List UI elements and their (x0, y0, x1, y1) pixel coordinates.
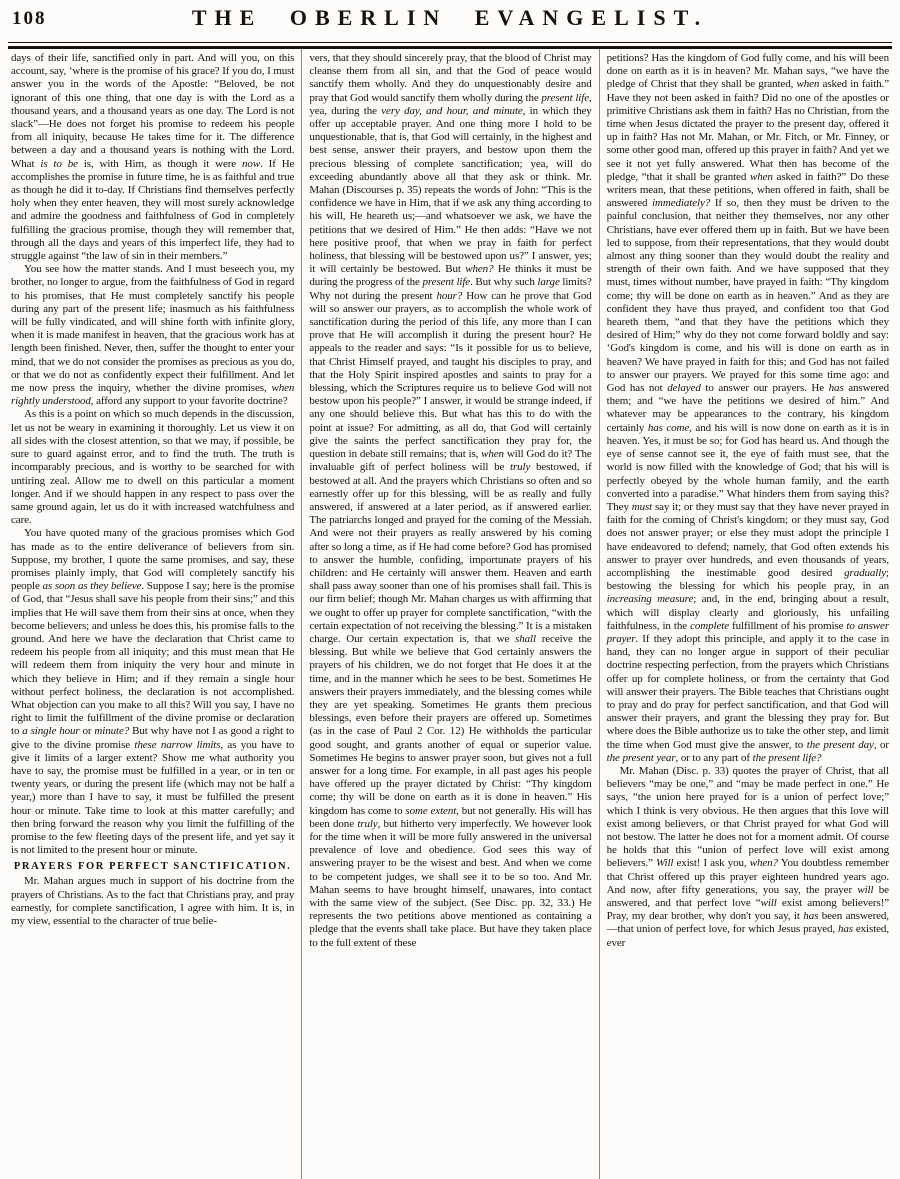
header-rule (8, 42, 892, 49)
article-columns (4, 49, 896, 1179)
paragraph: days of their life, sanctified only in part. And will you, on this account, say, ‘where is the promise of his grace? If you do, I must answer you in the words of the Apostle: “Beloved, be not ignorant of this one thing, that one day is with the Lord as a thousand years, and a thousand years as one day. The Lord is not slack”—He does not forget his promise to redeem his people from all iniquity, because He takes time for it. The difference between a day and a thousand years is nothing with the Lord. What is to be is, with Him, as though it were now. If He accomplishes the promise in future time, he is as faithful and true as though he did it to-day. If Christians find themselves perfectly holy when they enter heaven, they will most surely acknowledge and admire the goodness and faithfulness of God in completely fulfilling the gracious promise, though they will remember that, through all the days and years of this imperfect life, they had to struggle against “the law of sin in their members.” (11, 52, 295, 263)
page-number: 108 (12, 8, 47, 29)
paragraph: As this is a point on which so much depends in the discussion, let us not be weary in examining it thoroughly. Let us view it on all sides with the closest attention, so that we may, if possible, be sure to guard against error, and to find the truth. The truth is incomparably precious, and is worthy to be searched for with untiring zeal. Allow me to dwell on this particular a moment longer. And if we should happen in any respect to pass over the same ground again, let us do it with increased watchfulness and care. (11, 408, 295, 527)
paragraph: You have quoted many of the gracious promises which God has made as to the entire deliverance of believers from sin. Suppose, my brother, I quote the same promises, and say, these promises plainly imply, that God will completely sanctify his people as soon as they believe. Suppose I say; here is the promise of God, that “Jesus shall save his people from their sins;” and this implies that He will save them from their sins at once, when they become believers; and unless he does this, his promise falls to the ground. And here we have the declaration that Christ came to redeem his people from all iniquity; and this must mean that He will redeem them from iniquity the very hour and minute in which they believe in Him; and if they remain a single hour without perfect holiness, the declaration is not accomplished. What objection can you make to all this? Will you say, I have no right to limit the fulfillment of the divine promise or declaration to a single hour or minute? But why have not I as good a right to give to the divine promise these narrow limits, as you have to give it limits of a larger extent? Show me what authority you have to say, the promise must be fulfilled in a year, or in ten or twenty years, or during the present life (which may not be half a year,) more than I have to say, it must be fulfilled the present hour or minute. Take time to look at this matter carefully; and then bring forward the reason why you limit the fulfilling of the promise to the few fleeting days of the present life, and yet say it is not limited to the present hour or minute. (11, 527, 295, 857)
masthead-title: THE OBERLIN EVANGELIST. (191, 5, 709, 30)
column-1 (4, 49, 301, 1179)
paragraph: vers, that they should sincerely pray, that the blood of Christ may cleanse them from all sin, and that the God of peace would sanctify them wholly. And they do unquestionably desire and pray that God would sanctify them wholly during the present life, yea, during the very day, and hour, and minute, in which they offer up acceptable prayer. And one thing more I hold to be unquestionable, that is, that God will certainly, in the highest and best sense, answer their prayers, and bestow upon them the precious blessing of complete sanctification; yea, will do exceeding abundantly above all that they ask or think. Mr. Mahan (Discourses p. 35) repeats the words of John: “This is the confidence we have in Him, that if we ask any thing according to his will, He heareth us;—and whatsoever we ask, we have the petitions that we desired of Him.” He then adds: “Have we not here positive proof, that when we pray in faith for perfect holiness, that blessing will be bestowed upon us?” I answer, yes; it will certainly be bestowed. But when? He thinks it must be during the progress of the present life. But why such large limits? Why not during the present hour? How can he prove that God will so answer our prayers, as to accomplish the whole work of sanctification during the period of this life, any more than I can prove that He will accomplish it during the present hour? He appeals to the reader and says: “Is it possible for us to believe, that Christ Himself prayed, and taught his disciples to pray, and that the Holy Spirit inspired apostles and saints to pray for a blessing, which the Scriptures require us to believe God will not bestow upon his people?” I answer, it would be strange indeed, if any one should believe this. But what has this to do with the point at issue? For admitting, as all do, that God will certainly give the saints the perfect sanctification they pray for, the question in debate still remains; that is, when will God do it? The invaluable gift of perfect holiness will be truly bestowed, if bestowed at all. And the prayers which Christians so often and so earnestly offer up for this blessing, will be as really and fully answered, if answered at a later period, as if answered earlier. The patriarchs longed and prayed for the coming of the Messiah. And were not their prayers as really answered by his coming after so long a time, as if He had come before? God has promised to answer the humble, confiding, importunate prayers of his children: and He certainly will answer them. Heaven and earth shall pass away sooner than one of his promises shall fail. This is our firm belief; though Mr. Mahan charges us with affirming that we ought to offer up prayer for complete sanctification, “with the certain expectation of not receiving the blessing.” It is a mistaken charge. Our certain expectation is, that we shall receive the blessing. But while we believe that God certainly answers the prayers of his children, we do not forget that He does it at the time, and in the manner which he sees to be best. Sometimes He answers their prayers immediately, and the blessing comes while they are yet speaking. Sometimes He grants them precious blessings, even before their prayers are offered up. Sometimes (as in the case of Paul 2 Cor. 12) He withholds the particular good sought, and grants another of equal or superior value. Sometimes He begins to answer prayer soon, but gives not a full answer for a long time. For example, in all past ages his people have offered up the prayer dictated by Christ: “Thy kingdom come; thy will be done on earth as it is done in heaven.” His kingdom has come to some extent, but not generally. His will has been done truly, but hitherto very imperfectly. We however look for the time when it will be more fully answered in the universal prevalence of love and obedience. God sees this way of answering prayer to be the wisest and best. And when we come to be competent judges, we shall see it to be so too. And Mr. Mahan seems to have brought himself, unawares, into contact with the same view of the subject. (See Disc. pp. 32, 33.) He represents the two petitions above mentioned as containing a pledge that the events shall take place. But have they taken place to the full extent of these (309, 52, 592, 949)
paragraph: Mr. Mahan (Disc. p. 33) quotes the prayer of Christ, that all believers “may be one,” and “may be made perfect in one.” He says, “the union here prayed for is a union of perfect love;” which I think is very obvious. He then argues that this love will exist among believers, or that Christ prayed for what God will not bestow. The latter he does not for a moment admit. Of course he holds that this “union of perfect love will exist among believers.” Will exist! I ask you, when? You doubtless remember that Christ offered up this prayer eighteen hundred years ago. And now, after fifty generations, you say, the prayer will be answered, and that perfect love “will exist among believers!” Pray, my dear brother, why don't you say, it has been answered,—that union of perfect love, for which Jesus prayed, has existed, ever (606, 764, 889, 949)
section-heading: PRAYERS FOR PERFECT SANCTIFICATION. (13, 861, 292, 873)
paragraph: petitions? Has the kingdom of God fully come, and his will been done on earth as it is in heaven? Mr. Mahan says, “we have the pledge of Christ that they shall be granted, when asked in faith.” Have they not been asked in faith? Did no one of the apostles or primitive Christians ask them in faith? Has no Christian, from the time when Jesus dictated the prayer to the present day, offered it up in faith? Has not Mr. Mahan, or Mr. Fitch, or Mr. Finney, or some other good man, offered up this prayer in faith? And yet we see it not yet fully answered. What then has become of the pledge, “that it shall be granted when asked in faith?” Do these writers mean, that these petitions, when offered in faith, shall be answered immediately? If so, then they must be driven to the painful conclusion, that neither they themselves, nor any other Christians, have ever offered them up in faith. But we have been led to suppose, from their representations, that they would doubt almost any thing sooner than they would doubt the reality and strength of their own faith. And we have supposed that they must, times without number, have prayed in faith: “Thy kingdom come; thy will be done on earth as in heaven.” And as they are confident they have thus prayed, and confident too that God heareth them, “and that they have the petitions which they desired of Him;” why do they not come forward boldly and say: ‘God's kingdom is come, and his will is done on earth as in heaven? We have prayed in faith for this; and God has not failed to answer our prayers. We prayed for this some time ago: and God has not delayed to answer our prayers. He has answered them; and “we have the petitions we desired of him.” And whatever may be appearances to the contrary, his kingdom certainly has come, and his will is now done on earth as it is in heaven. Yes, it must be so; for God has heard us. And though the eye of sense cannot see it, the eye of faith must see, that the world is now filled with the knowledge of God; that his will is perfectly obeyed by the whole human family, and the earth converted into a paradise.” What hinders them from saying this? They must say it; or they must say that they have never prayed in faith for the coming of Christ's kingdom; or they must say, God does not answer prayer; or else they must adopt the principle I have endeavored to defend; namely, that God often extends his answer to prayer over hundreds, and even thousands of years, accomplishing the inestimable good desired gradually; bestowing the blessing for which his people pray, in an increasing measure; and, in the end, bringing about a result, which will display clearly and gloriously, his unfailing faithfulness, in the complete fulfillment of his promise to answer prayer. If they adopt this principle, and apply it to the case in hand, they can no longer argue in support of their peculiar doctrine respecting perfection, from the prayers which Christians offer up for complete holiness, or from the certainty that God will answer their prayers. The Bible teaches that Christians ought to pray and do pray for perfect sanctification, and that God will answer their prayers, and grant the blessing they pray for. But where does the Bible authorize us to take the other step, and limit the time when God must give the answer, to the present day, or the present year, or to any part of the present life? (606, 52, 890, 764)
paragraph: Mr. Mahan argues much in support of his doctrine from the prayers of Christians. As to the fact that Christians pray, and pray earnestly, for complete sanctification, I agree with him. It is, in my view, essential to the character of true belie- (11, 875, 295, 927)
column-2 (301, 49, 598, 1179)
column-3 (599, 49, 896, 1179)
paragraph: You see how the matter stands. And I must beseech you, my brother, no longer to argue, from the faithfulness of God in regard to his promises, that He must completely sanctify his people during any part of the present life; inasmuch as his faithfulness will be fully vindicated, and will shine forth with infinite glory, when it is made manifest in heaven, that the gracious work has at length been finished. Never, then, suffer the thought to enter your mind, that we do not consider the promises as precious as you do, or that we do not as confidently expect their fulfillment. And let me now press the inquiry, whether the divine promises, when rightly understood, afford any support to your favorite doctrine? (11, 263, 295, 408)
masthead (0, 0, 900, 39)
